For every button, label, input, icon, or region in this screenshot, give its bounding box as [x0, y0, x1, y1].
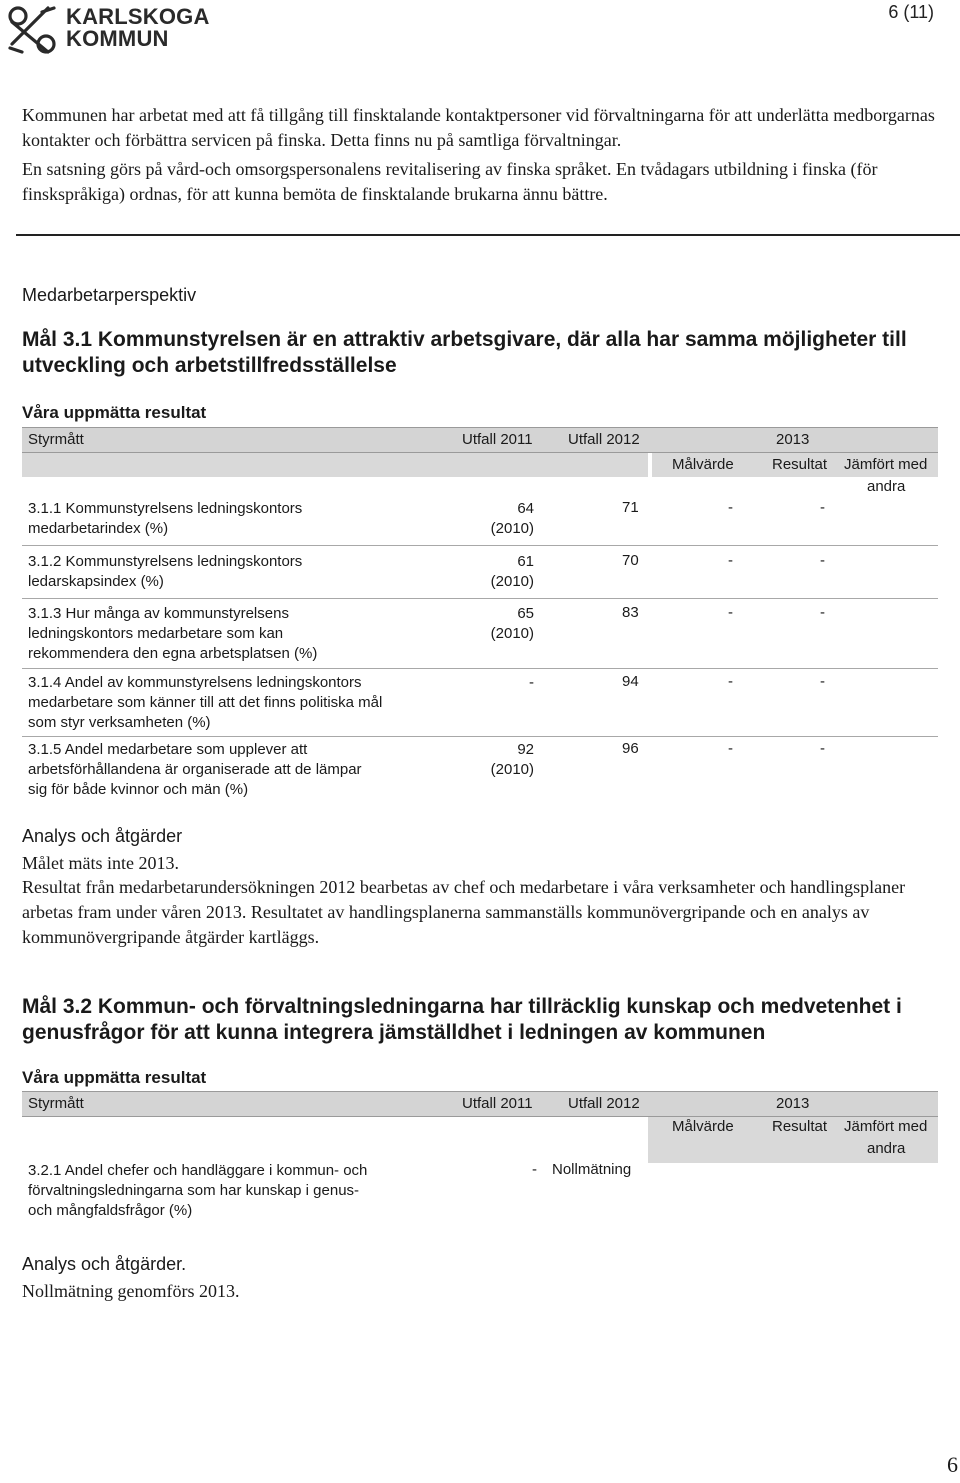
row-3-1-1-jamfort: -: [820, 499, 825, 516]
row-3-1-4-label: 3.1.4 Andel av kommunstyrelsens ledningskontors medarbetare som känner till att det finns politiska mål som styr verksamheten (%): [28, 674, 383, 731]
row-3-1-2-utfall-2012: 61 (2010): [490, 553, 534, 590]
row-3-1-4-malvarde: 94: [622, 673, 639, 690]
row-3-1-5-jamfort: -: [820, 740, 825, 757]
section-divider: [16, 234, 960, 236]
row-divider: [22, 545, 938, 546]
header-malvarde: Målvärde: [672, 1118, 734, 1135]
goal-3-2-table: [22, 1091, 938, 1231]
row-3-1-3-resultat: -: [728, 604, 733, 621]
row-divider: [22, 668, 938, 669]
row-3-1-5-malvarde: 96: [622, 740, 639, 757]
row-3-1-3-label: 3.1.3 Hur många av kommunstyrelsens ledningskontors medarbetare som kan rekommendera den egna arbetsplatsen (%): [28, 605, 318, 662]
goal-3-1-analysis-paragraph: Resultat från medarbetarundersökningen 2012 bearbetas av chef och medarbetare i våra verksamheter och handlingsplaner arbetas fram under våren 2013. Resultatet av handlingsplanerna sammanställs kommunövergripande och en analys av kommunövergripande åtgärder kartläggs.: [22, 877, 906, 947]
header-resultat: Resultat: [772, 456, 828, 473]
org-name-line2: KOMMUN: [66, 26, 169, 51]
goal-3-1-title: Mål 3.1 Kommunstyrelsen är en attraktiv arbetsgivare, där alla har samma möjligheter till utveckling och arbetstillfredsställelse: [22, 328, 907, 377]
intro-paragraph-1: Kommunen har arbetat med att få tillgång till finsktalande kontaktpersoner vid förvaltningarna för att underlätta medborgarnas kontakter och förbättra servicen på finska. Detta finns nu på samtliga förvaltningar.: [22, 105, 935, 150]
header-utfall-2011: Utfall 2011: [462, 1095, 533, 1112]
row-3-1-1-malvarde: 71: [622, 499, 639, 516]
row-3-1-2-jamfort: -: [820, 552, 825, 569]
row-3-2-1-utfall-2012: Nollmätning: [552, 1161, 632, 1178]
row-3-1-2-label: 3.1.2 Kommunstyrelsens ledningskontors ledarskapsindex (%): [28, 553, 303, 590]
row-divider: [22, 598, 938, 599]
goal-3-1-results-heading: Våra uppmätta resultat: [22, 403, 207, 422]
header-jamfort-med: Jämfört med: [844, 456, 928, 473]
header-utfall-2012: Utfall 2012: [568, 1095, 640, 1112]
coat-of-arms-icon: [4, 2, 60, 58]
row-3-1-4-resultat: -: [728, 673, 733, 690]
row-3-1-3-jamfort: -: [820, 604, 825, 621]
row-3-1-4-utfall-2012: -: [529, 674, 534, 691]
header-utfall-2012: Utfall 2012: [568, 431, 640, 448]
row-3-1-5-utfall-2012: 92 (2010): [490, 741, 534, 778]
header-styrmatt: Styrmått: [28, 1095, 84, 1112]
org-name-line1: KARLSKOGA: [66, 4, 210, 29]
row-3-1-1-resultat: -: [728, 499, 733, 516]
header-styrmatt: Styrmått: [28, 431, 84, 448]
row-3-2-1-label: 3.2.1 Andel chefer och handläggare i kommun- och förvaltningsledningarna som har kunskap i genus- och mångfaldsfrågor (%): [28, 1162, 368, 1219]
row-3-1-2-resultat: -: [728, 552, 733, 569]
row-3-1-4-jamfort: -: [820, 673, 825, 690]
karlskoga-logo: [4, 2, 210, 56]
row-3-1-3-utfall-2012: 65 (2010): [490, 605, 534, 642]
corner-page-marker: 6: [947, 1452, 958, 1477]
row-3-1-5-resultat: -: [728, 740, 733, 757]
goal-3-2-results-heading: Våra uppmätta resultat: [22, 1068, 207, 1087]
goal-3-2-analysis-line: Nollmätning genomförs 2013.: [22, 1281, 240, 1301]
header-malvarde: Målvärde: [672, 456, 734, 473]
header-year-2013: 2013: [776, 431, 810, 448]
header-year-2013: 2013: [776, 1095, 810, 1112]
header-andra: andra: [867, 1140, 906, 1157]
row-3-1-2-malvarde: 70: [622, 552, 639, 569]
goal-3-1-analysis-heading: Analys och åtgärder: [22, 826, 183, 846]
row-3-1-1-label: 3.1.1 Kommunstyrelsens ledningskontors medarbetarindex (%): [28, 500, 303, 537]
goal-3-1-table: [22, 427, 938, 802]
goal-3-1-analysis-line: Målet mäts inte 2013.: [22, 853, 179, 873]
row-divider: [22, 736, 938, 737]
header-jamfort-med: Jämfört med: [844, 1118, 928, 1135]
row-3-1-3-malvarde: 83: [622, 604, 639, 621]
goal-3-2-title: Mål 3.2 Kommun- och förvaltningsledningarna har tillräcklig kunskap och medvetenhet i genusfrågor för att kunna integrera jämställdhet i ledningen av kommunen: [22, 995, 902, 1044]
header-resultat: Resultat: [772, 1118, 828, 1135]
section-title: Medarbetarperspektiv: [22, 285, 197, 305]
header-utfall-2011: Utfall 2011: [462, 431, 533, 448]
page-number: 6 (11): [888, 2, 934, 22]
goal-3-2-analysis-heading: Analys och åtgärder.: [22, 1254, 187, 1274]
row-3-1-5-label: 3.1.5 Andel medarbetare som upplever att arbetsförhållandena är organiserade att de lämpar sig för både kvinnor och män (%): [28, 741, 362, 798]
intro-paragraph-2: En satsning görs på vård-och omsorgspersonalens revitalisering av finska språket. En tvådagars utbildning i finska (för finskspråkiga) ordnas, för att kunna bemöta de finsktalande brukarna ännu bättre.: [22, 159, 878, 204]
header-andra: andra: [867, 478, 906, 495]
row-3-1-1-utfall-2012: 64 (2010): [490, 500, 534, 537]
row-3-2-1-utfall-2011: -: [532, 1161, 537, 1178]
